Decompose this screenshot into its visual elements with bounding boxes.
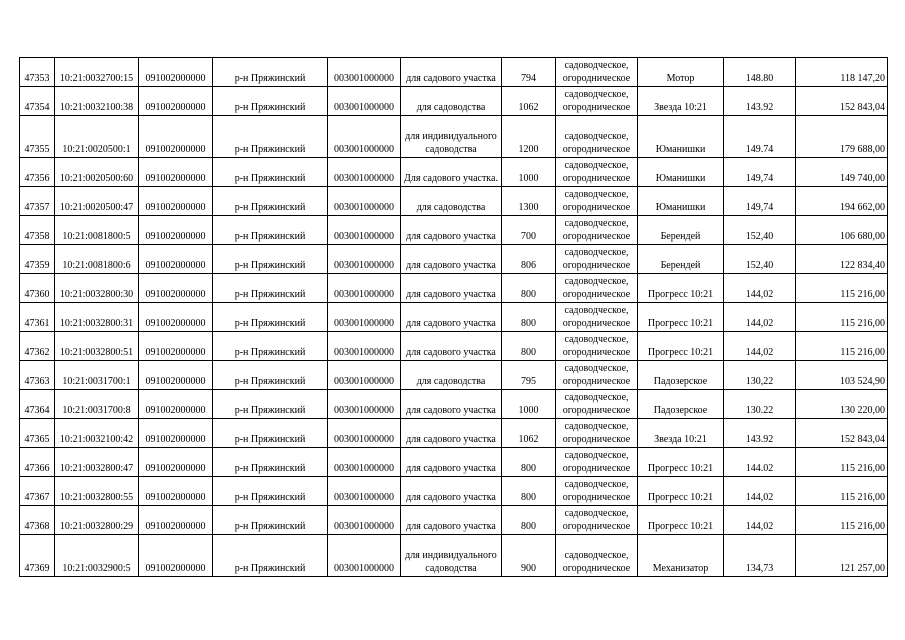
category-cell: садоводческое, огородническое: [556, 158, 638, 187]
specific-value-cell: 130.22: [724, 390, 796, 419]
settlement-cell: Звезда 10:21: [638, 419, 724, 448]
row-number-cell: 47362: [20, 332, 55, 361]
cadastral-number-cell: 10:21:0031700:1: [55, 361, 139, 390]
territory-code-cell: 091002000000: [139, 216, 213, 245]
permitted-use-cell: для садового участка: [401, 419, 502, 448]
settlement-cell: Мотор: [638, 58, 724, 87]
territory-code-cell: 091002000000: [139, 448, 213, 477]
cadastral-value-cell: 115 216,00: [796, 448, 888, 477]
territory-code-cell: 091002000000: [139, 303, 213, 332]
district-cell: р-н Пряжинский: [213, 158, 328, 187]
area-cell: 1062: [502, 87, 556, 116]
cadastral-number-cell: 10:21:0032800:30: [55, 274, 139, 303]
specific-value-cell: 144,02: [724, 303, 796, 332]
cadastral-value-cell: 194 662,00: [796, 187, 888, 216]
cadastral-number-cell: 10:21:0032800:29: [55, 506, 139, 535]
district-cell: р-н Пряжинский: [213, 535, 328, 577]
zone-code-cell: 003001000000: [328, 274, 401, 303]
row-number-cell: 47353: [20, 58, 55, 87]
settlement-cell: Прогресс 10:21: [638, 506, 724, 535]
specific-value-cell: 144,02: [724, 332, 796, 361]
row-number-cell: 47367: [20, 477, 55, 506]
district-cell: р-н Пряжинский: [213, 58, 328, 87]
settlement-cell: Прогресс 10:21: [638, 477, 724, 506]
category-cell: садоводческое, огородническое: [556, 245, 638, 274]
table-row: [20, 477, 888, 506]
table-row: [20, 332, 888, 361]
cadastral-number-cell: 10:21:0020500:47: [55, 187, 139, 216]
permitted-use-cell: для садового участка: [401, 477, 502, 506]
table-row: [20, 303, 888, 332]
permitted-use-cell: для индивидуального садоводства: [401, 116, 502, 158]
row-number-cell: 47359: [20, 245, 55, 274]
row-number-cell: 47360: [20, 274, 55, 303]
zone-code-cell: 003001000000: [328, 477, 401, 506]
cadastral-number-cell: 10:21:0020500:60: [55, 158, 139, 187]
category-cell: садоводческое, огородническое: [556, 477, 638, 506]
table-row: [20, 116, 888, 158]
specific-value-cell: 152,40: [724, 245, 796, 274]
cadastral-value-cell: 106 680,00: [796, 216, 888, 245]
row-number-cell: 47369: [20, 535, 55, 577]
cadastral-number-cell: 10:21:0031700:8: [55, 390, 139, 419]
specific-value-cell: 144,02: [724, 506, 796, 535]
table-row: [20, 390, 888, 419]
cadastral-number-cell: 10:21:0081800:6: [55, 245, 139, 274]
district-cell: р-н Пряжинский: [213, 419, 328, 448]
permitted-use-cell: для садового участка: [401, 58, 502, 87]
category-cell: садоводческое, огородническое: [556, 535, 638, 577]
permitted-use-cell: для садоводства: [401, 361, 502, 390]
settlement-cell: Юманишки: [638, 158, 724, 187]
row-number-cell: 47355: [20, 116, 55, 158]
permitted-use-cell: для садового участка: [401, 245, 502, 274]
cadastral-number-cell: 10:21:0032900:5: [55, 535, 139, 577]
district-cell: р-н Пряжинский: [213, 390, 328, 419]
category-cell: садоводческое, огородническое: [556, 187, 638, 216]
zone-code-cell: 003001000000: [328, 361, 401, 390]
cadastral-value-cell: 179 688,00: [796, 116, 888, 158]
permitted-use-cell: для садового участка: [401, 303, 502, 332]
zone-code-cell: 003001000000: [328, 158, 401, 187]
row-number-cell: 47361: [20, 303, 55, 332]
area-cell: 794: [502, 58, 556, 87]
district-cell: р-н Пряжинский: [213, 361, 328, 390]
permitted-use-cell: для садового участка: [401, 332, 502, 361]
table-row: [20, 506, 888, 535]
specific-value-cell: 152,40: [724, 216, 796, 245]
permitted-use-cell: для садоводства: [401, 187, 502, 216]
cadastral-number-cell: 10:21:0032800:47: [55, 448, 139, 477]
settlement-cell: Юманишки: [638, 116, 724, 158]
district-cell: р-н Пряжинский: [213, 216, 328, 245]
cadastral-number-cell: 10:21:0032100:38: [55, 87, 139, 116]
zone-code-cell: 003001000000: [328, 448, 401, 477]
zone-code-cell: 003001000000: [328, 216, 401, 245]
territory-code-cell: 091002000000: [139, 58, 213, 87]
table-row: [20, 535, 888, 577]
settlement-cell: Берендей: [638, 245, 724, 274]
category-cell: садоводческое, огородническое: [556, 361, 638, 390]
territory-code-cell: 091002000000: [139, 390, 213, 419]
district-cell: р-н Пряжинский: [213, 87, 328, 116]
settlement-cell: Прогресс 10:21: [638, 332, 724, 361]
area-cell: 800: [502, 477, 556, 506]
district-cell: р-н Пряжинский: [213, 506, 328, 535]
cadastral-value-cell: 130 220,00: [796, 390, 888, 419]
territory-code-cell: 091002000000: [139, 158, 213, 187]
category-cell: садоводческое, огородническое: [556, 448, 638, 477]
cadastral-number-cell: 10:21:0032800:51: [55, 332, 139, 361]
cadastral-number-cell: 10:21:0032700:15: [55, 58, 139, 87]
territory-code-cell: 091002000000: [139, 535, 213, 577]
table-row: [20, 448, 888, 477]
specific-value-cell: 143.92: [724, 419, 796, 448]
cadastral-value-cell: 103 524,90: [796, 361, 888, 390]
specific-value-cell: 149,74: [724, 158, 796, 187]
area-cell: 1300: [502, 187, 556, 216]
district-cell: р-н Пряжинский: [213, 303, 328, 332]
row-number-cell: 47364: [20, 390, 55, 419]
permitted-use-cell: для садового участка: [401, 448, 502, 477]
settlement-cell: Прогресс 10:21: [638, 448, 724, 477]
area-cell: 1062: [502, 419, 556, 448]
row-number-cell: 47358: [20, 216, 55, 245]
table-row: [20, 361, 888, 390]
permitted-use-cell: для садоводства: [401, 87, 502, 116]
cadastral-value-cell: 122 834,40: [796, 245, 888, 274]
row-number-cell: 47366: [20, 448, 55, 477]
zone-code-cell: 003001000000: [328, 535, 401, 577]
specific-value-cell: 149,74: [724, 187, 796, 216]
settlement-cell: Механизатор: [638, 535, 724, 577]
territory-code-cell: 091002000000: [139, 116, 213, 158]
table-row: [20, 245, 888, 274]
table-row: [20, 187, 888, 216]
row-number-cell: 47368: [20, 506, 55, 535]
specific-value-cell: 149.74: [724, 116, 796, 158]
category-cell: садоводческое, огородническое: [556, 87, 638, 116]
zone-code-cell: 003001000000: [328, 87, 401, 116]
district-cell: р-н Пряжинский: [213, 116, 328, 158]
category-cell: садоводческое, огородническое: [556, 116, 638, 158]
zone-code-cell: 003001000000: [328, 58, 401, 87]
zone-code-cell: 003001000000: [328, 187, 401, 216]
territory-code-cell: 091002000000: [139, 274, 213, 303]
table-row: [20, 274, 888, 303]
table-row: [20, 87, 888, 116]
area-cell: 1200: [502, 116, 556, 158]
row-number-cell: 47356: [20, 158, 55, 187]
category-cell: садоводческое, огородническое: [556, 506, 638, 535]
area-cell: 900: [502, 535, 556, 577]
category-cell: садоводческое, огородническое: [556, 419, 638, 448]
permitted-use-cell: для садового участка: [401, 216, 502, 245]
table-row: [20, 158, 888, 187]
cadastral-value-cell: 149 740,00: [796, 158, 888, 187]
cadastral-number-cell: 10:21:0032100:42: [55, 419, 139, 448]
cadastral-value-cell: 118 147,20: [796, 58, 888, 87]
district-cell: р-н Пряжинский: [213, 187, 328, 216]
area-cell: 800: [502, 506, 556, 535]
district-cell: р-н Пряжинский: [213, 477, 328, 506]
category-cell: садоводческое, огородническое: [556, 390, 638, 419]
category-cell: садоводческое, огородническое: [556, 216, 638, 245]
category-cell: садоводческое, огородническое: [556, 303, 638, 332]
permitted-use-cell: для садового участка: [401, 390, 502, 419]
settlement-cell: Юманишки: [638, 187, 724, 216]
area-cell: 1000: [502, 158, 556, 187]
cadastral-value-cell: 115 216,00: [796, 303, 888, 332]
zone-code-cell: 003001000000: [328, 116, 401, 158]
specific-value-cell: 148.80: [724, 58, 796, 87]
cadastral-value-cell: 115 216,00: [796, 506, 888, 535]
cadastral-value-cell: 115 216,00: [796, 477, 888, 506]
zone-code-cell: 003001000000: [328, 303, 401, 332]
area-cell: 795: [502, 361, 556, 390]
district-cell: р-н Пряжинский: [213, 332, 328, 361]
settlement-cell: Прогресс 10:21: [638, 274, 724, 303]
row-number-cell: 47357: [20, 187, 55, 216]
zone-code-cell: 003001000000: [328, 390, 401, 419]
area-cell: 800: [502, 303, 556, 332]
cadastral-value-cell: 115 216,00: [796, 274, 888, 303]
cadastral-value-cell: 121 257,00: [796, 535, 888, 577]
territory-code-cell: 091002000000: [139, 187, 213, 216]
permitted-use-cell: для садового участка: [401, 274, 502, 303]
settlement-cell: Падозерское: [638, 361, 724, 390]
specific-value-cell: 144.02: [724, 448, 796, 477]
area-cell: 800: [502, 274, 556, 303]
permitted-use-cell: для садового участка: [401, 506, 502, 535]
specific-value-cell: 144,02: [724, 477, 796, 506]
district-cell: р-н Пряжинский: [213, 448, 328, 477]
specific-value-cell: 130,22: [724, 361, 796, 390]
cadastral-number-cell: 10:21:0032800:31: [55, 303, 139, 332]
settlement-cell: Звезда 10:21: [638, 87, 724, 116]
row-number-cell: 47354: [20, 87, 55, 116]
zone-code-cell: 003001000000: [328, 245, 401, 274]
specific-value-cell: 144,02: [724, 274, 796, 303]
area-cell: 800: [502, 332, 556, 361]
territory-code-cell: 091002000000: [139, 332, 213, 361]
category-cell: садоводческое, огородническое: [556, 274, 638, 303]
settlement-cell: Падозерское: [638, 390, 724, 419]
category-cell: садоводческое, огородническое: [556, 58, 638, 87]
cadastral-number-cell: 10:21:0032800:55: [55, 477, 139, 506]
territory-code-cell: 091002000000: [139, 477, 213, 506]
cadastral-value-cell: 152 843,04: [796, 87, 888, 116]
zone-code-cell: 003001000000: [328, 419, 401, 448]
cadastral-number-cell: 10:21:0081800:5: [55, 216, 139, 245]
table-row: [20, 216, 888, 245]
area-cell: 800: [502, 448, 556, 477]
territory-code-cell: 091002000000: [139, 419, 213, 448]
cadastral-number-cell: 10:21:0020500:1: [55, 116, 139, 158]
territory-code-cell: 091002000000: [139, 87, 213, 116]
territory-code-cell: 091002000000: [139, 506, 213, 535]
area-cell: 700: [502, 216, 556, 245]
table-row: [20, 419, 888, 448]
district-cell: р-н Пряжинский: [213, 245, 328, 274]
cadastral-value-cell: 115 216,00: [796, 332, 888, 361]
zone-code-cell: 003001000000: [328, 506, 401, 535]
specific-value-cell: 134,73: [724, 535, 796, 577]
specific-value-cell: 143.92: [724, 87, 796, 116]
settlement-cell: Прогресс 10:21: [638, 303, 724, 332]
settlement-cell: Берендей: [638, 216, 724, 245]
district-cell: р-н Пряжинский: [213, 274, 328, 303]
area-cell: 806: [502, 245, 556, 274]
permitted-use-cell: Для садового участка.: [401, 158, 502, 187]
permitted-use-cell: для индивидуального садоводства: [401, 535, 502, 577]
land-registry-table: [19, 57, 888, 577]
category-cell: садоводческое, огородническое: [556, 332, 638, 361]
row-number-cell: 47363: [20, 361, 55, 390]
row-number-cell: 47365: [20, 419, 55, 448]
cadastral-value-cell: 152 843,04: [796, 419, 888, 448]
zone-code-cell: 003001000000: [328, 332, 401, 361]
area-cell: 1000: [502, 390, 556, 419]
table-row: [20, 58, 888, 87]
territory-code-cell: 091002000000: [139, 361, 213, 390]
territory-code-cell: 091002000000: [139, 245, 213, 274]
